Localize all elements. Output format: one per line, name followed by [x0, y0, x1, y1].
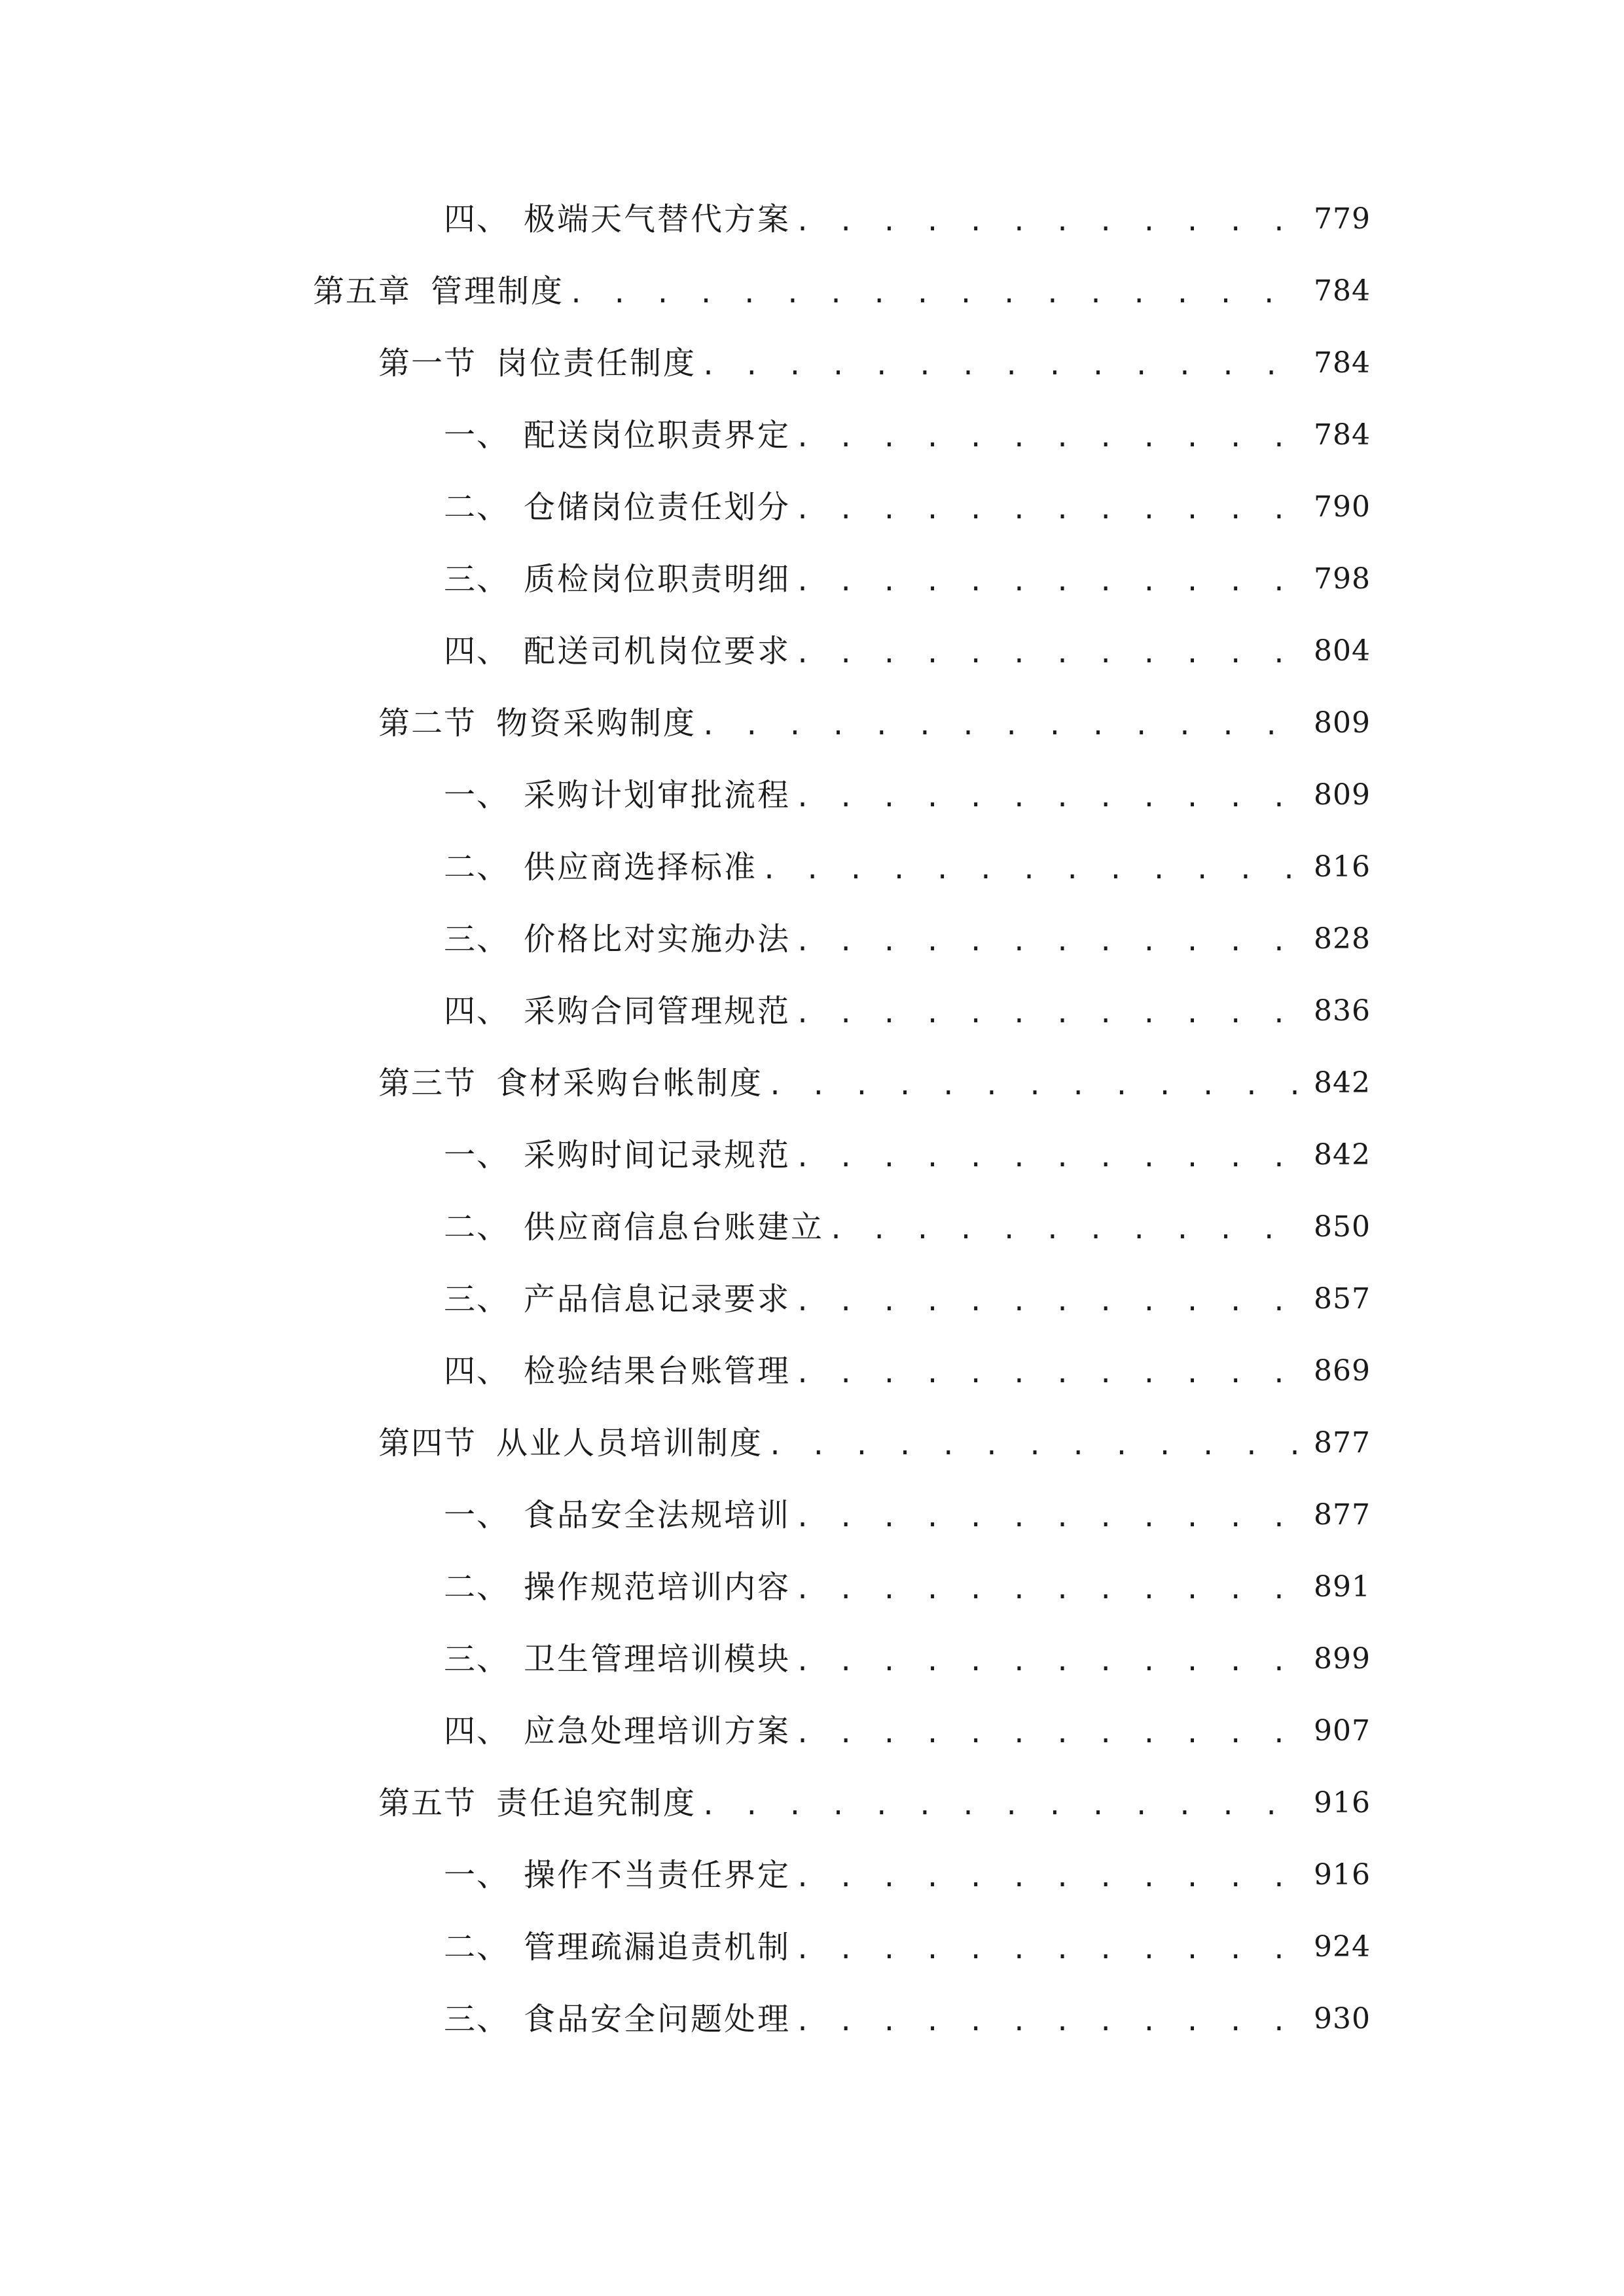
toc-entry-page: 924 [1314, 1930, 1371, 1964]
toc-entry-page: 857 [1314, 1282, 1371, 1316]
toc-entry-section[interactable] [378, 1417, 1371, 1469]
toc-entry-number: 一、 [444, 1137, 510, 1174]
dot-leader [795, 412, 1305, 464]
toc-entry-number: 三、 [444, 2001, 510, 2037]
toc-entry-title: 责任追究制度 [496, 1785, 697, 1821]
dot-leader [767, 1420, 1305, 1472]
toc-entry-number: 四、 [444, 993, 510, 1030]
toc-entry-title: 极端天气替代方案 [524, 201, 791, 238]
toc-entry-number: 二、 [444, 1209, 510, 1246]
toc-entry[interactable] [444, 841, 1371, 893]
toc-entry-number: 四、 [444, 201, 510, 238]
toc-entry[interactable] [444, 193, 1371, 245]
toc-entry-number: 第二节 [378, 705, 477, 742]
toc-entry[interactable] [444, 1705, 1371, 1757]
toc-entry[interactable] [444, 769, 1371, 821]
toc-entry-page: 869 [1314, 1354, 1371, 1388]
dot-leader [795, 1348, 1305, 1400]
toc-entry-title: 仓储岗位责任划分 [524, 489, 791, 526]
toc-entry-page: 842 [1314, 1066, 1371, 1100]
toc-entry-number: 一、 [444, 777, 510, 814]
toc-entry-page: 907 [1314, 1714, 1371, 1748]
toc-entry[interactable] [444, 1993, 1371, 2045]
toc-entry-number: 第一节 [378, 345, 477, 382]
toc-entry-title: 食材采购台帐制度 [496, 1065, 764, 1102]
toc-entry-section[interactable] [378, 1777, 1371, 1829]
toc-entry-title: 卫生管理培训模块 [524, 1641, 791, 1677]
toc-entry-page: 828 [1314, 922, 1371, 956]
toc-entry-number: 一、 [444, 1857, 510, 1893]
toc-entry-title: 从业人员培训制度 [496, 1425, 764, 1462]
dot-leader [795, 1852, 1305, 1904]
toc-entry-page: 891 [1314, 1570, 1371, 1604]
toc-entry-page: 784 [1314, 346, 1371, 380]
dot-leader [700, 1780, 1305, 1832]
dot-leader [795, 1492, 1305, 1544]
toc-entry-page: 798 [1314, 562, 1371, 596]
toc-entry-number: 二、 [444, 849, 510, 886]
toc-entry-number: 一、 [444, 1497, 510, 1534]
toc-entry-title: 管理制度 [431, 273, 565, 310]
toc-entry[interactable] [444, 1561, 1371, 1613]
toc-entry[interactable] [444, 985, 1371, 1037]
toc-entry-number: 二、 [444, 1569, 510, 1605]
toc-entry[interactable] [444, 553, 1371, 605]
toc-entry-number: 四、 [444, 633, 510, 670]
toc-entry-page: 842 [1314, 1138, 1371, 1172]
toc-entry[interactable] [444, 625, 1371, 677]
toc-entry-page: 850 [1314, 1210, 1371, 1244]
toc-entry-page: 877 [1314, 1426, 1371, 1460]
toc-entry-title: 价格比对实施办法 [524, 921, 791, 958]
dot-leader [795, 1924, 1305, 1976]
toc-entry-number: 第四节 [378, 1425, 477, 1462]
toc-entry-page: 916 [1314, 1786, 1371, 1820]
toc-entry-title: 配送岗位职责界定 [524, 417, 791, 454]
toc-entry-number: 一、 [444, 417, 510, 454]
toc-entry-title: 质检岗位职责明细 [524, 561, 791, 598]
dot-leader [568, 268, 1305, 320]
toc-entry-number: 四、 [444, 1353, 510, 1390]
toc-entry-title: 操作规范培训内容 [524, 1569, 791, 1605]
toc-entry-page: 809 [1314, 778, 1371, 812]
dot-leader [795, 628, 1305, 680]
dot-leader [795, 1132, 1305, 1184]
toc-entry-page: 930 [1314, 2002, 1371, 2036]
toc-entry-section[interactable] [378, 337, 1371, 389]
toc-entry-number: 第五章 [313, 273, 412, 310]
toc-entry-number: 三、 [444, 1281, 510, 1318]
toc-entry-title: 产品信息记录要求 [524, 1281, 791, 1318]
toc-entry-number: 第五节 [378, 1785, 477, 1821]
toc-entry-page: 790 [1314, 490, 1371, 524]
toc-entry-page: 809 [1314, 706, 1371, 740]
dot-leader [767, 1060, 1305, 1112]
toc-entry-title: 供应商信息台账建立 [524, 1209, 825, 1246]
toc-entry-title: 岗位责任制度 [496, 345, 697, 382]
toc-entry[interactable] [444, 1633, 1371, 1685]
toc-entry-title: 检验结果台账管理 [524, 1353, 791, 1390]
toc-entry-number: 三、 [444, 921, 510, 958]
toc-entry-title: 采购计划审批流程 [524, 777, 791, 814]
toc-entry[interactable] [444, 1921, 1371, 1973]
toc-entry-page: 779 [1314, 202, 1371, 236]
dot-leader [795, 1996, 1305, 2048]
toc-entry-title: 操作不当责任界定 [524, 1857, 791, 1893]
toc-entry-page: 804 [1314, 634, 1371, 668]
toc-entry-number: 二、 [444, 489, 510, 526]
dot-leader [795, 196, 1305, 248]
toc-entry-title: 采购时间记录规范 [524, 1137, 791, 1174]
toc-entry-title: 供应商选择标准 [524, 849, 758, 886]
toc-entry-section[interactable] [378, 1057, 1371, 1109]
toc-entry-page: 916 [1314, 1858, 1371, 1892]
dot-leader [795, 484, 1305, 536]
dot-leader [700, 340, 1305, 392]
dot-leader [795, 1636, 1305, 1688]
toc-entry[interactable] [444, 409, 1371, 461]
toc-entry-number: 三、 [444, 1641, 510, 1677]
toc-entry-page: 784 [1314, 274, 1371, 308]
toc-entry[interactable] [444, 1201, 1371, 1253]
dot-leader [700, 700, 1305, 752]
toc-entry-chapter[interactable] [313, 265, 1371, 317]
toc-entry[interactable] [444, 1345, 1371, 1397]
dot-leader [761, 844, 1305, 896]
dot-leader [795, 772, 1305, 824]
toc-entry[interactable] [444, 1489, 1371, 1541]
toc-entry[interactable] [444, 913, 1371, 965]
toc-entry-page: 899 [1314, 1642, 1371, 1676]
toc-entry-title: 物资采购制度 [496, 705, 697, 742]
toc-entry-number: 第三节 [378, 1065, 477, 1102]
toc-entry-title: 食品安全法规培训 [524, 1497, 791, 1534]
dot-leader [828, 1204, 1305, 1256]
toc-entry-number: 四、 [444, 1713, 510, 1749]
toc-entry-title: 应急处理培训方案 [524, 1713, 791, 1749]
toc-entry[interactable] [444, 1273, 1371, 1325]
toc-entry-section[interactable] [378, 697, 1371, 749]
toc-entry-title: 采购合同管理规范 [524, 993, 791, 1030]
dot-leader [795, 556, 1305, 608]
toc-entry-page: 784 [1314, 418, 1371, 452]
dot-leader [795, 1276, 1305, 1328]
dot-leader [795, 988, 1305, 1040]
dot-leader [795, 1708, 1305, 1760]
toc-entry[interactable] [444, 1129, 1371, 1181]
toc-entry-page: 816 [1314, 850, 1371, 884]
toc-entry[interactable] [444, 481, 1371, 533]
toc-entry-title: 配送司机岗位要求 [524, 633, 791, 670]
toc-entry-page: 877 [1314, 1498, 1371, 1532]
dot-leader [795, 916, 1305, 968]
toc-entry[interactable] [444, 1849, 1371, 1901]
toc-entry-number: 二、 [444, 1929, 510, 1965]
toc-entry-title: 管理疏漏追责机制 [524, 1929, 791, 1965]
toc-entry-page: 836 [1314, 994, 1371, 1028]
dot-leader [795, 1564, 1305, 1616]
toc-entry-number: 三、 [444, 561, 510, 598]
toc-entry-title: 食品安全问题处理 [524, 2001, 791, 2037]
